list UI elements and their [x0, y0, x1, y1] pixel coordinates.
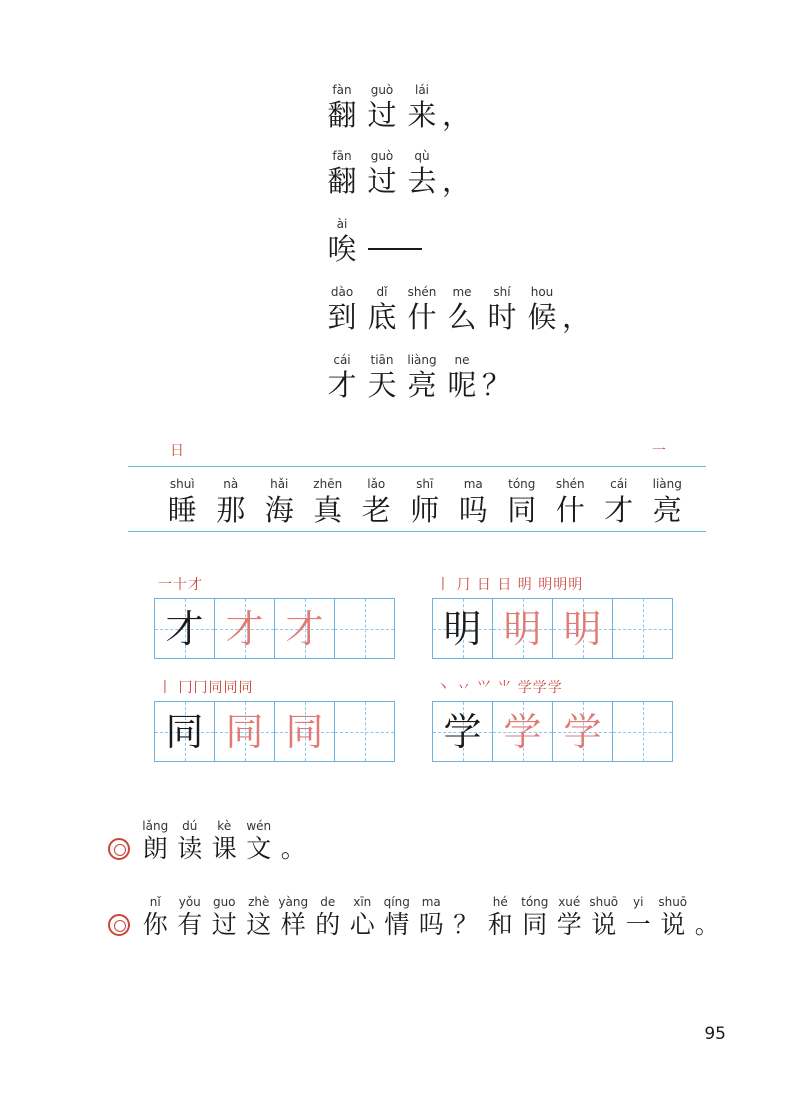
- stroke-order: 一十才: [158, 577, 203, 593]
- task-char: [587, 894, 622, 940]
- poem-char: [442, 284, 482, 334]
- hanzi: 亮: [652, 493, 682, 527]
- vocab-mark-left: 日: [170, 443, 184, 459]
- pinyin: qíng: [383, 895, 410, 909]
- pinyin: kè: [217, 819, 232, 833]
- poem-line: [322, 216, 422, 266]
- trace-char: 同: [225, 709, 264, 754]
- pinyin: wén: [246, 819, 272, 833]
- pinyin: guò: [370, 83, 394, 97]
- vocab-row: [158, 476, 692, 528]
- vocab-char: [643, 476, 692, 528]
- trace-char: 才: [225, 606, 264, 651]
- grid-cell-filled: [215, 702, 275, 761]
- hanzi: 么: [447, 300, 477, 334]
- pinyin: ne: [454, 353, 470, 367]
- pinyin: ma: [463, 477, 483, 491]
- pinyin: hou: [530, 285, 554, 299]
- pinyin: zhè: [248, 895, 270, 909]
- poem-char: [402, 284, 442, 334]
- hanzi: 过: [367, 164, 397, 198]
- model-char: 学: [443, 709, 482, 754]
- pinyin: cái: [610, 477, 628, 491]
- grid-cell-filled: [493, 599, 553, 658]
- vocab-char: [595, 476, 644, 528]
- hanzi: 说: [660, 910, 686, 939]
- poem-char: [362, 148, 402, 198]
- task-char: [380, 894, 415, 940]
- pinyin: fàn: [332, 83, 352, 97]
- pinyin: yǒu: [178, 895, 201, 909]
- punctuation: ？: [482, 368, 512, 402]
- hanzi: 时: [487, 300, 517, 334]
- model-char: 明: [443, 606, 482, 651]
- pinyin: yi: [633, 895, 644, 909]
- pinyin: lǎng: [142, 819, 169, 833]
- hanzi: 呢: [447, 368, 477, 402]
- pinyin: yàng: [278, 895, 309, 909]
- vocab-char: [207, 476, 256, 528]
- hanzi: 亮: [407, 368, 437, 402]
- poem-char: [522, 284, 562, 334]
- hanzi: 候: [527, 300, 557, 334]
- pinyin: liàng: [407, 353, 437, 367]
- task-char: [345, 894, 380, 940]
- punctuation: ，: [442, 98, 472, 132]
- pinyin: ài: [336, 217, 348, 231]
- hanzi: 一: [625, 910, 651, 939]
- grid-cell-filled: [275, 702, 335, 761]
- poem-char: [402, 148, 442, 198]
- page-number: 95: [704, 1024, 726, 1044]
- pinyin: liàng: [652, 477, 682, 491]
- pinyin: lǎo: [367, 477, 386, 491]
- hanzi: 翻: [327, 98, 357, 132]
- grid-cell-filled: [155, 599, 215, 658]
- pinyin: hǎi: [270, 477, 289, 491]
- grid-cell-filled: [215, 599, 275, 658]
- stroke-order: 丨 ⺆ 日 日 明 明明明: [436, 577, 584, 593]
- practice-grid: [432, 598, 673, 659]
- hanzi: 。: [280, 834, 306, 863]
- vocab-char: [352, 476, 401, 528]
- pinyin: me: [452, 285, 472, 299]
- poem-char: [362, 352, 402, 402]
- task-char: [449, 894, 484, 940]
- grid-cell-empty: [335, 599, 394, 658]
- vocab-char: [401, 476, 450, 528]
- task-char: [173, 894, 208, 940]
- vocab-char: [255, 476, 304, 528]
- hanzi: 什: [407, 300, 437, 334]
- pinyin: shī: [416, 477, 434, 491]
- pinyin: qù: [414, 149, 430, 163]
- vocab-rule-bottom: [128, 531, 706, 532]
- task-char: [138, 818, 173, 864]
- punctuation: ，: [442, 164, 472, 198]
- hanzi: 翻: [327, 164, 357, 198]
- hanzi: 这: [246, 910, 272, 939]
- hanzi: 。: [694, 910, 720, 939]
- poem-char: [322, 216, 362, 266]
- pinyin: shuì: [169, 477, 195, 491]
- pinyin: de: [320, 895, 336, 909]
- task-char: [552, 894, 587, 940]
- hanzi: 什: [555, 493, 585, 527]
- model-char: 才: [165, 606, 204, 651]
- task-char: [173, 818, 208, 864]
- poem-char: [402, 82, 442, 132]
- hanzi: 朗: [142, 834, 168, 863]
- trace-char: 明: [503, 606, 542, 651]
- task-char: [207, 818, 242, 864]
- task-char: [242, 894, 277, 940]
- pinyin: fān: [332, 149, 352, 163]
- poem-char: [322, 352, 362, 402]
- pinyin: nà: [223, 477, 239, 491]
- hanzi: 读: [177, 834, 203, 863]
- hanzi: 同: [507, 493, 537, 527]
- grid-cell-empty: [613, 702, 672, 761]
- grid-cell-filled: [493, 702, 553, 761]
- poem-char: [322, 82, 362, 132]
- trace-char: 学: [563, 709, 602, 754]
- pinyin: guo: [212, 895, 236, 909]
- grid-cell-filled: [553, 599, 613, 658]
- task-char: [690, 894, 725, 940]
- hanzi: 有: [177, 910, 203, 939]
- task-char: [483, 894, 518, 940]
- hanzi: 样: [280, 910, 306, 939]
- poem-char: [362, 82, 402, 132]
- pinyin: dào: [330, 285, 354, 299]
- vocab-char: [546, 476, 595, 528]
- hanzi: 老: [361, 493, 391, 527]
- poem-line: [322, 82, 471, 132]
- grid-cell-filled: [433, 599, 493, 658]
- stroke-order: 丨 冂冂同同同: [158, 680, 254, 696]
- task-char: [621, 894, 656, 940]
- poem-line: [322, 284, 591, 334]
- trace-char: 同: [285, 709, 324, 754]
- poem-char: [322, 148, 362, 198]
- vocab-rule-top: [128, 466, 706, 467]
- hanzi: 到: [327, 300, 357, 334]
- hanzi: 同: [522, 910, 548, 939]
- grid-cell-filled: [155, 702, 215, 761]
- vocab-mark-right: 一: [652, 443, 666, 459]
- hanzi: 才: [327, 368, 357, 402]
- pinyin: shuō: [658, 895, 688, 909]
- hanzi: 文: [246, 834, 272, 863]
- trace-char: 才: [285, 606, 324, 651]
- hanzi: 来: [407, 98, 437, 132]
- hanzi: 过: [211, 910, 237, 939]
- hanzi: 唉: [327, 232, 357, 266]
- hanzi: 和: [487, 910, 513, 939]
- discuss-seal-icon: [108, 914, 130, 936]
- pinyin: shí: [493, 285, 511, 299]
- task-char: [656, 894, 691, 940]
- task-char: [242, 818, 277, 864]
- pinyin: tiān: [370, 353, 394, 367]
- hanzi: 课: [211, 834, 237, 863]
- task-read-aloud: [138, 818, 311, 864]
- pinyin: shuō: [589, 895, 619, 909]
- poem-line: [322, 148, 471, 198]
- task-char: [311, 894, 346, 940]
- hanzi: 过: [367, 98, 397, 132]
- vocab-char: [158, 476, 207, 528]
- pinyin: dú: [182, 819, 198, 833]
- hanzi: 才: [604, 493, 634, 527]
- stroke-order: 丶 丷 ⺍ ⺌ 学学学: [436, 680, 563, 696]
- poem-char: [322, 284, 362, 334]
- vocab-char: [304, 476, 353, 528]
- pinyin: xué: [558, 895, 581, 909]
- task-char: [276, 894, 311, 940]
- grid-cell-filled: [275, 599, 335, 658]
- hanzi: 师: [410, 493, 440, 527]
- pinyin: shén: [407, 285, 437, 299]
- dash: [368, 248, 422, 250]
- hanzi: 那: [216, 493, 246, 527]
- pinyin: ma: [421, 895, 441, 909]
- hanzi: 睡: [167, 493, 197, 527]
- pinyin: cái: [333, 353, 351, 367]
- poem-line: [322, 352, 511, 402]
- hanzi: 吗: [418, 910, 444, 939]
- hanzi: 去: [407, 164, 437, 198]
- task-char: [276, 818, 311, 864]
- hanzi: ？: [453, 910, 479, 939]
- pinyin: shén: [555, 477, 585, 491]
- poem-char: [442, 352, 482, 402]
- task-char: [207, 894, 242, 940]
- hanzi: 你: [142, 910, 168, 939]
- hanzi: 情: [384, 910, 410, 939]
- pinyin: hé: [492, 895, 508, 909]
- grid-cell-filled: [433, 702, 493, 761]
- task-discuss: [138, 894, 725, 940]
- pinyin: nǐ: [149, 895, 161, 909]
- hanzi: 天: [367, 368, 397, 402]
- hanzi: 海: [264, 493, 294, 527]
- vocab-char: [498, 476, 547, 528]
- grid-cell-filled: [553, 702, 613, 761]
- poem-char: [482, 284, 522, 334]
- grid-cell-empty: [335, 702, 394, 761]
- pinyin: dǐ: [376, 285, 388, 299]
- hanzi: 说: [591, 910, 617, 939]
- pinyin: xīn: [353, 895, 372, 909]
- trace-char: 明: [563, 606, 602, 651]
- pinyin: zhēn: [313, 477, 343, 491]
- grid-cell-empty: [613, 599, 672, 658]
- hanzi: 真: [313, 493, 343, 527]
- trace-char: 学: [503, 709, 542, 754]
- punctuation: ，: [562, 300, 592, 334]
- hanzi: 心: [349, 910, 375, 939]
- hanzi: 的: [315, 910, 341, 939]
- read-aloud-seal-icon: [108, 838, 130, 860]
- hanzi: 底: [367, 300, 397, 334]
- model-char: 同: [165, 709, 204, 754]
- task-char: [414, 894, 449, 940]
- practice-grid: [154, 701, 395, 762]
- poem-char: [402, 352, 442, 402]
- hanzi: 学: [556, 910, 582, 939]
- vocab-char: [449, 476, 498, 528]
- pinyin: tóng: [508, 477, 536, 491]
- task-char: [518, 894, 553, 940]
- task-char: [138, 894, 173, 940]
- pinyin: guò: [370, 149, 394, 163]
- pinyin: lái: [414, 83, 430, 97]
- practice-grid: [432, 701, 673, 762]
- pinyin: tóng: [521, 895, 549, 909]
- practice-grid: [154, 598, 395, 659]
- hanzi: 吗: [458, 493, 488, 527]
- poem-char: [362, 284, 402, 334]
